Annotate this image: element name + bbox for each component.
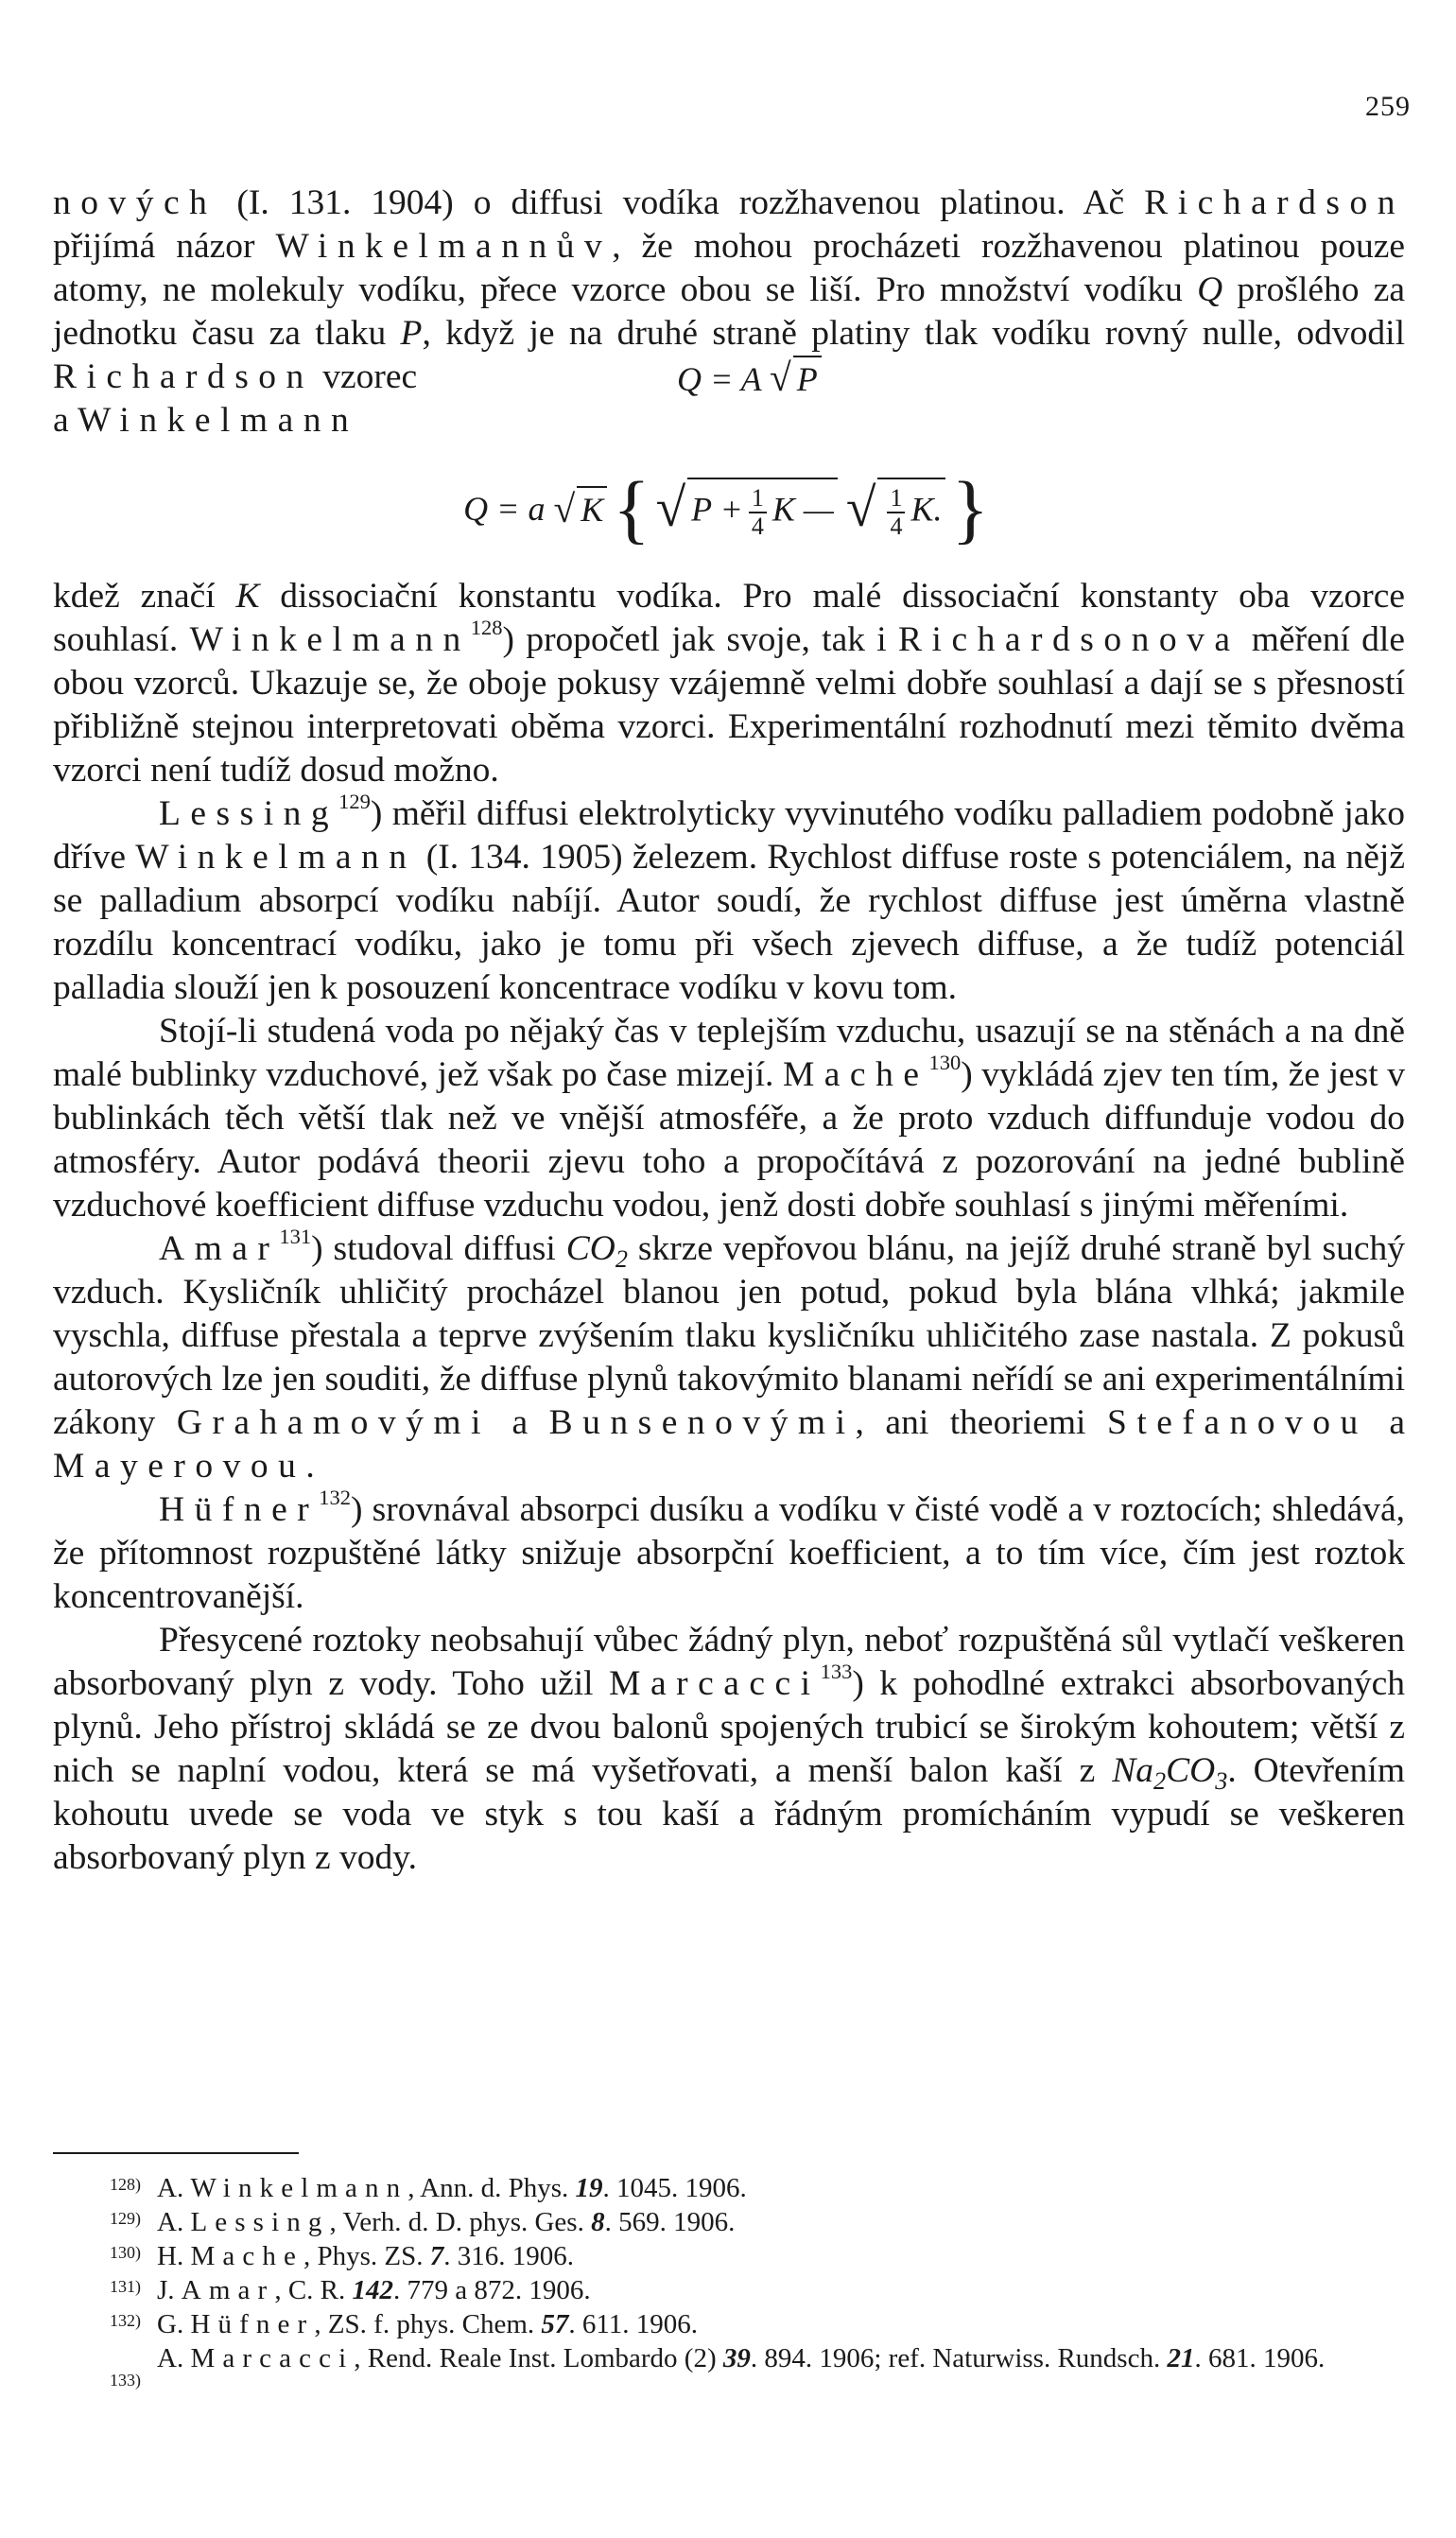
text: ) srovnával absorpci dusíku a vodíku v čisté vodě a v roztocích; shledává, že přítomnost rozpuštěné látky snižuje absorpční koefficient, a to tím více, čím jest roztok koncentrovanější. xyxy=(53,1490,1405,1616)
radical-sign: √ xyxy=(769,356,791,399)
text: vzorec xyxy=(313,357,418,396)
footnote-ref: 131 xyxy=(279,1225,312,1249)
text: kdež značí xyxy=(53,577,236,616)
author-name: Winkelmann xyxy=(78,401,359,440)
text: ) studoval diffusi xyxy=(311,1229,566,1268)
author-name: Grahamovými xyxy=(176,1403,491,1442)
paragraph-6 xyxy=(53,1227,1405,1488)
subscript: 3 xyxy=(1215,1766,1228,1795)
term: P + xyxy=(691,490,743,529)
author-name: Hüfner xyxy=(159,1490,320,1529)
text: skrze vepřovou blánu, na jejíž druhé straně byl suchý vzduch. Kysličník uhličitý procházel blanou jen potud, pokud byla blána vlhká; jakmile vyschla, diffuse přestala a teprve zvýšením tlaku kysličníku uhličitého zase nastala. Z pokusů autorových lze jen souditi, že diffuse plynů takovýmito blanami neřídí se ani experimentálními zákony xyxy=(53,1229,1405,1442)
footnote xyxy=(53,2341,1405,2390)
text: . 1045. 1906. xyxy=(602,2173,747,2203)
text: ) propočetl jak svoje, tak i xyxy=(502,620,899,659)
text: dissociační konstantu vodíka. Pro malé dissociační konstanty oba vzorce souhlasí. xyxy=(53,577,1406,659)
text: ) vykládá zjev ten tím, že jest v bublinkách těch větší tlak než ve vnější atmosféře, a že proto vzduch diffunduje vodou do atmosféry. Autor podává theorii zjevu toho a propočítává z pozorování na jedné bublině vzduchové koefficient diffuse vzduchu vodou, jenž dosti dobře souhlasí s jinými měřeními. xyxy=(53,1055,1405,1225)
text: J. xyxy=(157,2275,182,2305)
author-name: Stefanovou xyxy=(1107,1403,1368,1442)
footnote-ref: 128 xyxy=(470,616,503,640)
footnote xyxy=(53,2239,1405,2273)
author-name: Amar xyxy=(181,2275,275,2305)
open-brace: { xyxy=(613,465,650,551)
page-body xyxy=(53,182,1405,1880)
author-name: Bunsenovými xyxy=(548,1403,856,1442)
subscript: 2 xyxy=(1153,1766,1167,1795)
text: ) měřil diffusi elektrolyticky vyvinutého vodíku palladiem podobně jako dříve xyxy=(53,794,1405,877)
term: K. xyxy=(910,490,943,529)
text: . 779 a 872. 1906. xyxy=(393,2275,591,2305)
radical-sign: √ xyxy=(845,478,876,538)
text: . xyxy=(305,1447,315,1486)
text: , že mohou procházeti rozžhavenou platinou pouze atomy, ne molekuly vodíku, přece vzorce obou se liší. Pro množství vodíku xyxy=(53,227,1405,309)
symbol: P xyxy=(400,314,423,353)
text: ) k pohodlné extrakci absorbovaných plynů. Jeho přístroj skládá se ze dvou balonů spojených trubicí se širokým kohoutem; větší z nich se naplní vodou, která se má vyšetřovati, a menší balon kaší z xyxy=(53,1664,1406,1790)
paragraph-2 xyxy=(53,399,1405,443)
chemical-formula xyxy=(565,1229,628,1273)
equation-lhs: Q = A xyxy=(677,360,761,398)
author-name: Winkelmannův xyxy=(275,227,613,266)
author-name: Mache xyxy=(190,2241,303,2271)
footnote-mark: 131) xyxy=(110,2277,141,2296)
author-name: Winkelmann xyxy=(135,838,417,877)
author-name: Richardson xyxy=(1144,183,1405,222)
text: , ani theoriemi xyxy=(855,1403,1107,1442)
author-name: Marcacci xyxy=(190,2343,355,2373)
paragraph-3 xyxy=(53,575,1405,792)
close-brace: } xyxy=(951,465,989,551)
volume: 39 xyxy=(722,2343,751,2373)
text: (I. 131. 1904) o diffusi vodíka rozžhavenou platinou. Ač xyxy=(217,183,1145,222)
text: H. xyxy=(157,2241,191,2271)
text: , C. R. xyxy=(274,2275,353,2305)
formula-text: Na xyxy=(1112,1751,1153,1790)
chemical-formula xyxy=(1112,1751,1228,1795)
text: (I. 134. 1905) železem. Rychlost diffuse roste s potenciálem, na nějž se palladium absorpcí vodíku nabíjí. Autor soudí, že rychlost diffuse jest úměrna vlastně rozdílu koncentrací vodíku, jako je tomu při všech zjevech diffuse, a že tudíž potenciál palladia slouží jen k posouzení koncentrace vodíku v kovu tom. xyxy=(53,838,1405,1007)
author-name: Lessing xyxy=(190,2207,330,2237)
text: . Otevřením kohoutu uvede se voda ve styk s tou kaší a řádným promícháním vypudí se veškeren absorbovaný plyn z vody. xyxy=(53,1751,1405,1877)
symbol: K xyxy=(235,577,260,616)
footnotes xyxy=(53,2152,1405,2390)
denominator: 4 xyxy=(890,513,903,540)
footnote-mark: 133) xyxy=(110,2371,141,2390)
author-name: Amar xyxy=(159,1229,280,1268)
author-name: Richardsonova xyxy=(898,620,1240,659)
fraction xyxy=(749,485,767,540)
text: . 569. 1906. xyxy=(604,2207,736,2237)
formula-text: CO xyxy=(1166,1751,1216,1790)
volume: 19 xyxy=(575,2173,603,2203)
text: a xyxy=(490,1403,549,1442)
radicand: P xyxy=(793,356,822,401)
symbol: Q xyxy=(1197,270,1223,309)
author-name: Winkelmann xyxy=(189,620,471,659)
page-number: 259 xyxy=(1365,91,1411,122)
denominator: 4 xyxy=(751,513,764,540)
footnote xyxy=(53,2171,1405,2205)
radicand xyxy=(877,478,945,540)
author-name: Richardson xyxy=(53,357,314,396)
paragraph-8 xyxy=(53,1619,1405,1880)
term: K — xyxy=(771,490,834,529)
text: , Ann. d. Phys. xyxy=(407,2173,576,2203)
text: Stojí-li studená voda po nějaký čas v teplejším vzduchu, usazují se na stěnách a na dně malé bublinky vzduchové, jež však po čase mizejí. xyxy=(53,1012,1405,1094)
numerator: 1 xyxy=(887,485,905,513)
equation-winkelmann xyxy=(53,443,1405,575)
footnote-ref: 133 xyxy=(820,1660,853,1684)
equation-richardson xyxy=(459,356,1405,399)
footnote-mark: 130) xyxy=(110,2243,141,2262)
volume: 57 xyxy=(541,2309,569,2339)
text: , když je na druhé straně platiny tlak vodíku rovný nulle, odvodil xyxy=(422,314,1405,353)
radical-sign: √ xyxy=(553,487,576,530)
volume: 7 xyxy=(429,2241,444,2271)
volume: 8 xyxy=(591,2207,605,2237)
footnote xyxy=(53,2307,1405,2341)
paragraph-5 xyxy=(53,1010,1405,1227)
footnote-mark: 128) xyxy=(110,2175,141,2194)
formula-text: CO xyxy=(565,1229,615,1268)
text: . 681. 1906. xyxy=(1194,2343,1326,2373)
volume: 21 xyxy=(1167,2343,1195,2373)
text: , ZS. f. phys. Chem. xyxy=(314,2309,542,2339)
text: měření dle obou vzorců. Ukazuje se, že oboje pokusy vzájemně velmi dobře souhlasí a dají se s přesností přibližně stejnou interpretovati oběma vzorci. Experimentální rozhodnutí mezi těmito dvěma vzorci není tudíž dosud možno. xyxy=(53,620,1405,790)
radical-sign: √ xyxy=(655,478,686,538)
text: , Verh. d. D. phys. Ges. xyxy=(329,2207,592,2237)
numerator: 1 xyxy=(749,485,767,513)
footnote-ref: 132 xyxy=(319,1486,351,1510)
footnote xyxy=(53,2273,1405,2307)
footnote-mark: 132) xyxy=(110,2311,141,2330)
text: přijímá názor xyxy=(53,227,276,266)
text: . 894. 1906; ref. Naturwiss. Rundsch. xyxy=(750,2343,1168,2373)
volume: 142 xyxy=(352,2275,393,2305)
text: A. xyxy=(157,2173,191,2203)
text: prošlého za jednotku času za tlaku xyxy=(53,270,1406,353)
text: a xyxy=(53,401,78,440)
footnote-ref: 129 xyxy=(338,790,371,814)
text: G. xyxy=(157,2309,191,2339)
paragraph-4 xyxy=(53,792,1405,1010)
spaced-word: nových xyxy=(53,183,217,222)
paragraph-7 xyxy=(53,1488,1405,1619)
author-name: Hüfner xyxy=(190,2309,315,2339)
text: A. xyxy=(157,2207,191,2237)
footnote-rule xyxy=(53,2152,299,2154)
text: , Rend. Reale Inst. Lombardo (2) xyxy=(354,2343,723,2373)
text: a xyxy=(1367,1403,1405,1442)
author-name: Marcacci xyxy=(609,1664,821,1703)
text: Přesycené roztoky neobsahují vůbec žádný plyn, neboť rozpuštěná sůl vytlačí veškeren absorbovaný plyn z vody. Toho užil xyxy=(53,1621,1405,1703)
text: , Phys. ZS. xyxy=(303,2241,430,2271)
text: . 316. 1906. xyxy=(443,2241,574,2271)
subscript: 2 xyxy=(615,1244,628,1273)
text: . 611. 1906. xyxy=(568,2309,699,2339)
author-name: Mayerovou xyxy=(53,1447,306,1486)
radicand xyxy=(687,478,838,540)
footnote-mark: 129) xyxy=(110,2209,141,2228)
radicand: K xyxy=(577,486,607,531)
footnote-ref: 130 xyxy=(928,1051,962,1075)
author-name: Winkelmann xyxy=(190,2173,408,2203)
author-name: Lessing xyxy=(159,794,339,833)
text: A. xyxy=(157,2343,191,2373)
footnote xyxy=(53,2205,1405,2239)
fraction xyxy=(887,485,905,540)
equation-lhs: Q = a xyxy=(463,490,546,528)
author-name: Mache xyxy=(782,1055,929,1094)
